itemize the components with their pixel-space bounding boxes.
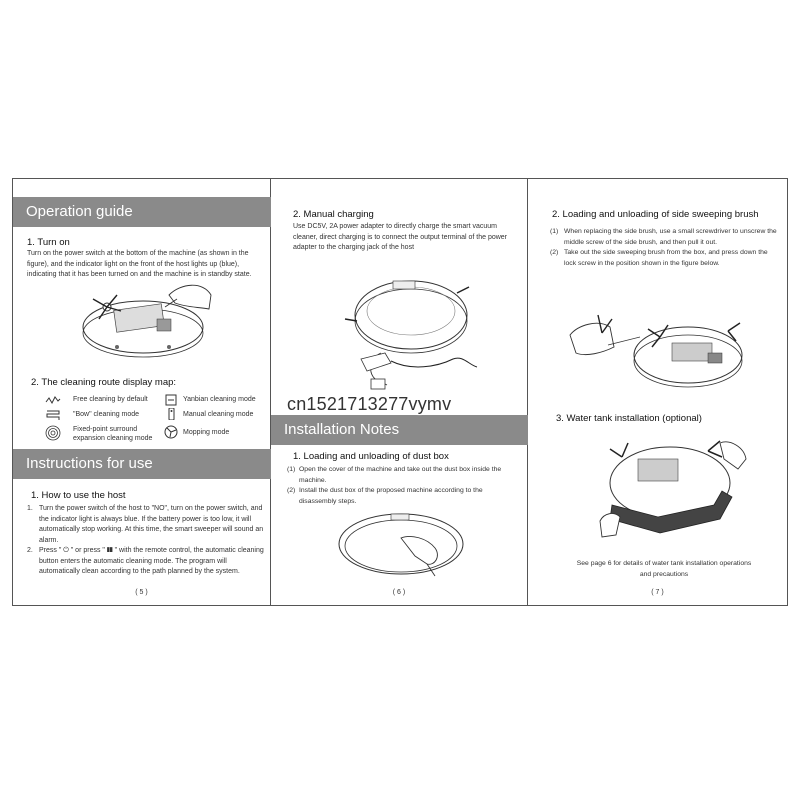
mode-manual: Manual cleaning mode: [183, 411, 254, 418]
watermark-text: cn1521713277vymv: [287, 394, 452, 414]
operation-guide-banner: Operation guide: [13, 197, 271, 227]
mop-icon: [163, 425, 179, 439]
mode-yanbian: Yanbian cleaning mode: [183, 396, 256, 403]
instructions-banner: Instructions for use: [13, 449, 271, 479]
page-7: [528, 179, 787, 605]
dust-box-heading: 1. Loading and unloading of dust box: [293, 451, 449, 462]
dust-box-list: [287, 465, 519, 507]
mode-bow: "Bow" cleaning mode: [73, 411, 140, 418]
robot-switch-illustration: [77, 277, 217, 359]
water-tank-illustration: [598, 429, 748, 541]
list-item: (2) Take out the side sweeping brush from the box, and press down the lock screw in the position shown in the figure below.: [550, 249, 768, 267]
mode-free-cleaning: Free cleaning by default: [73, 396, 148, 403]
spiral-icon: [45, 425, 61, 441]
page-number: ( 7 ): [651, 589, 664, 596]
water-tank-heading: 3. Water tank installation (optional): [556, 413, 702, 424]
remote-icon: [163, 408, 179, 420]
list-item: (2) Install the dust box of the proposed machine according to the disassembly steps.: [287, 487, 483, 505]
manual-sheet: [12, 178, 788, 606]
page-number: ( 6 ): [392, 589, 406, 596]
list-item: 2. Press " ⏻ " or press " ❚❚ " with the remote control, the automatic cleaning button enters the automatic cleaning mode. The program will automatically clean according to the path planned by the system.: [27, 547, 264, 575]
side-brush-heading: 2. Loading and unloading of side sweeping brush: [552, 209, 759, 220]
installation-notes-banner: Installation Notes: [271, 415, 528, 445]
list-item: 1. Turn the power switch of the host to "NO", turn on the power switch, and the indicator light is always blue. If the battery power is too low, it will automatically stop working. At this time, the smart sweeper will sound an alarm.: [27, 505, 264, 544]
list-item: (1) Open the cover of the machine and take out the dust box inside the machine.: [287, 466, 502, 484]
how-to-use-list: [27, 504, 267, 578]
route-map-heading: 2. The cleaning route display map:: [31, 377, 177, 388]
water-tank-note: See page 6 for details of water tank installation operations and precautions: [576, 560, 752, 578]
bow-icon: [45, 409, 61, 421]
manual-charging-heading: 2. Manual charging: [293, 209, 374, 220]
page-6: [271, 179, 528, 605]
turn-on-heading: 1. Turn on: [27, 237, 70, 248]
charging-illustration: [341, 275, 481, 395]
list-item: (1) When replacing the side brush, use a small screwdriver to unscrew the middle screw of the side brush, and then pull it out.: [550, 228, 777, 246]
turn-on-text: Turn on the power switch at the bottom of the machine (as shown in the figure), and the indicator light on the front of the host lights up (blue), indicating that it has been turned on and the machine is in standby state.: [27, 250, 252, 278]
mode-fixed-point: Fixed-point surround expansion cleaning mode: [73, 426, 153, 442]
side-brush-list: [550, 227, 780, 269]
manual-charging-text: Use DC5V, 2A power adapter to directly charge the smart vacuum cleaner, direct charging is to connect the output terminal of the power adapter to the charging jack of the host: [293, 223, 508, 251]
side-brush-illustration: [568, 297, 748, 393]
page-5: [13, 179, 271, 605]
edge-icon: [163, 394, 179, 406]
page-number: ( 5 ): [135, 589, 148, 596]
zigzag-icon: [45, 394, 61, 406]
how-to-use-heading: 1. How to use the host: [31, 490, 126, 501]
dust-box-illustration: [331, 504, 471, 582]
mode-mopping: Mopping mode: [183, 429, 230, 436]
